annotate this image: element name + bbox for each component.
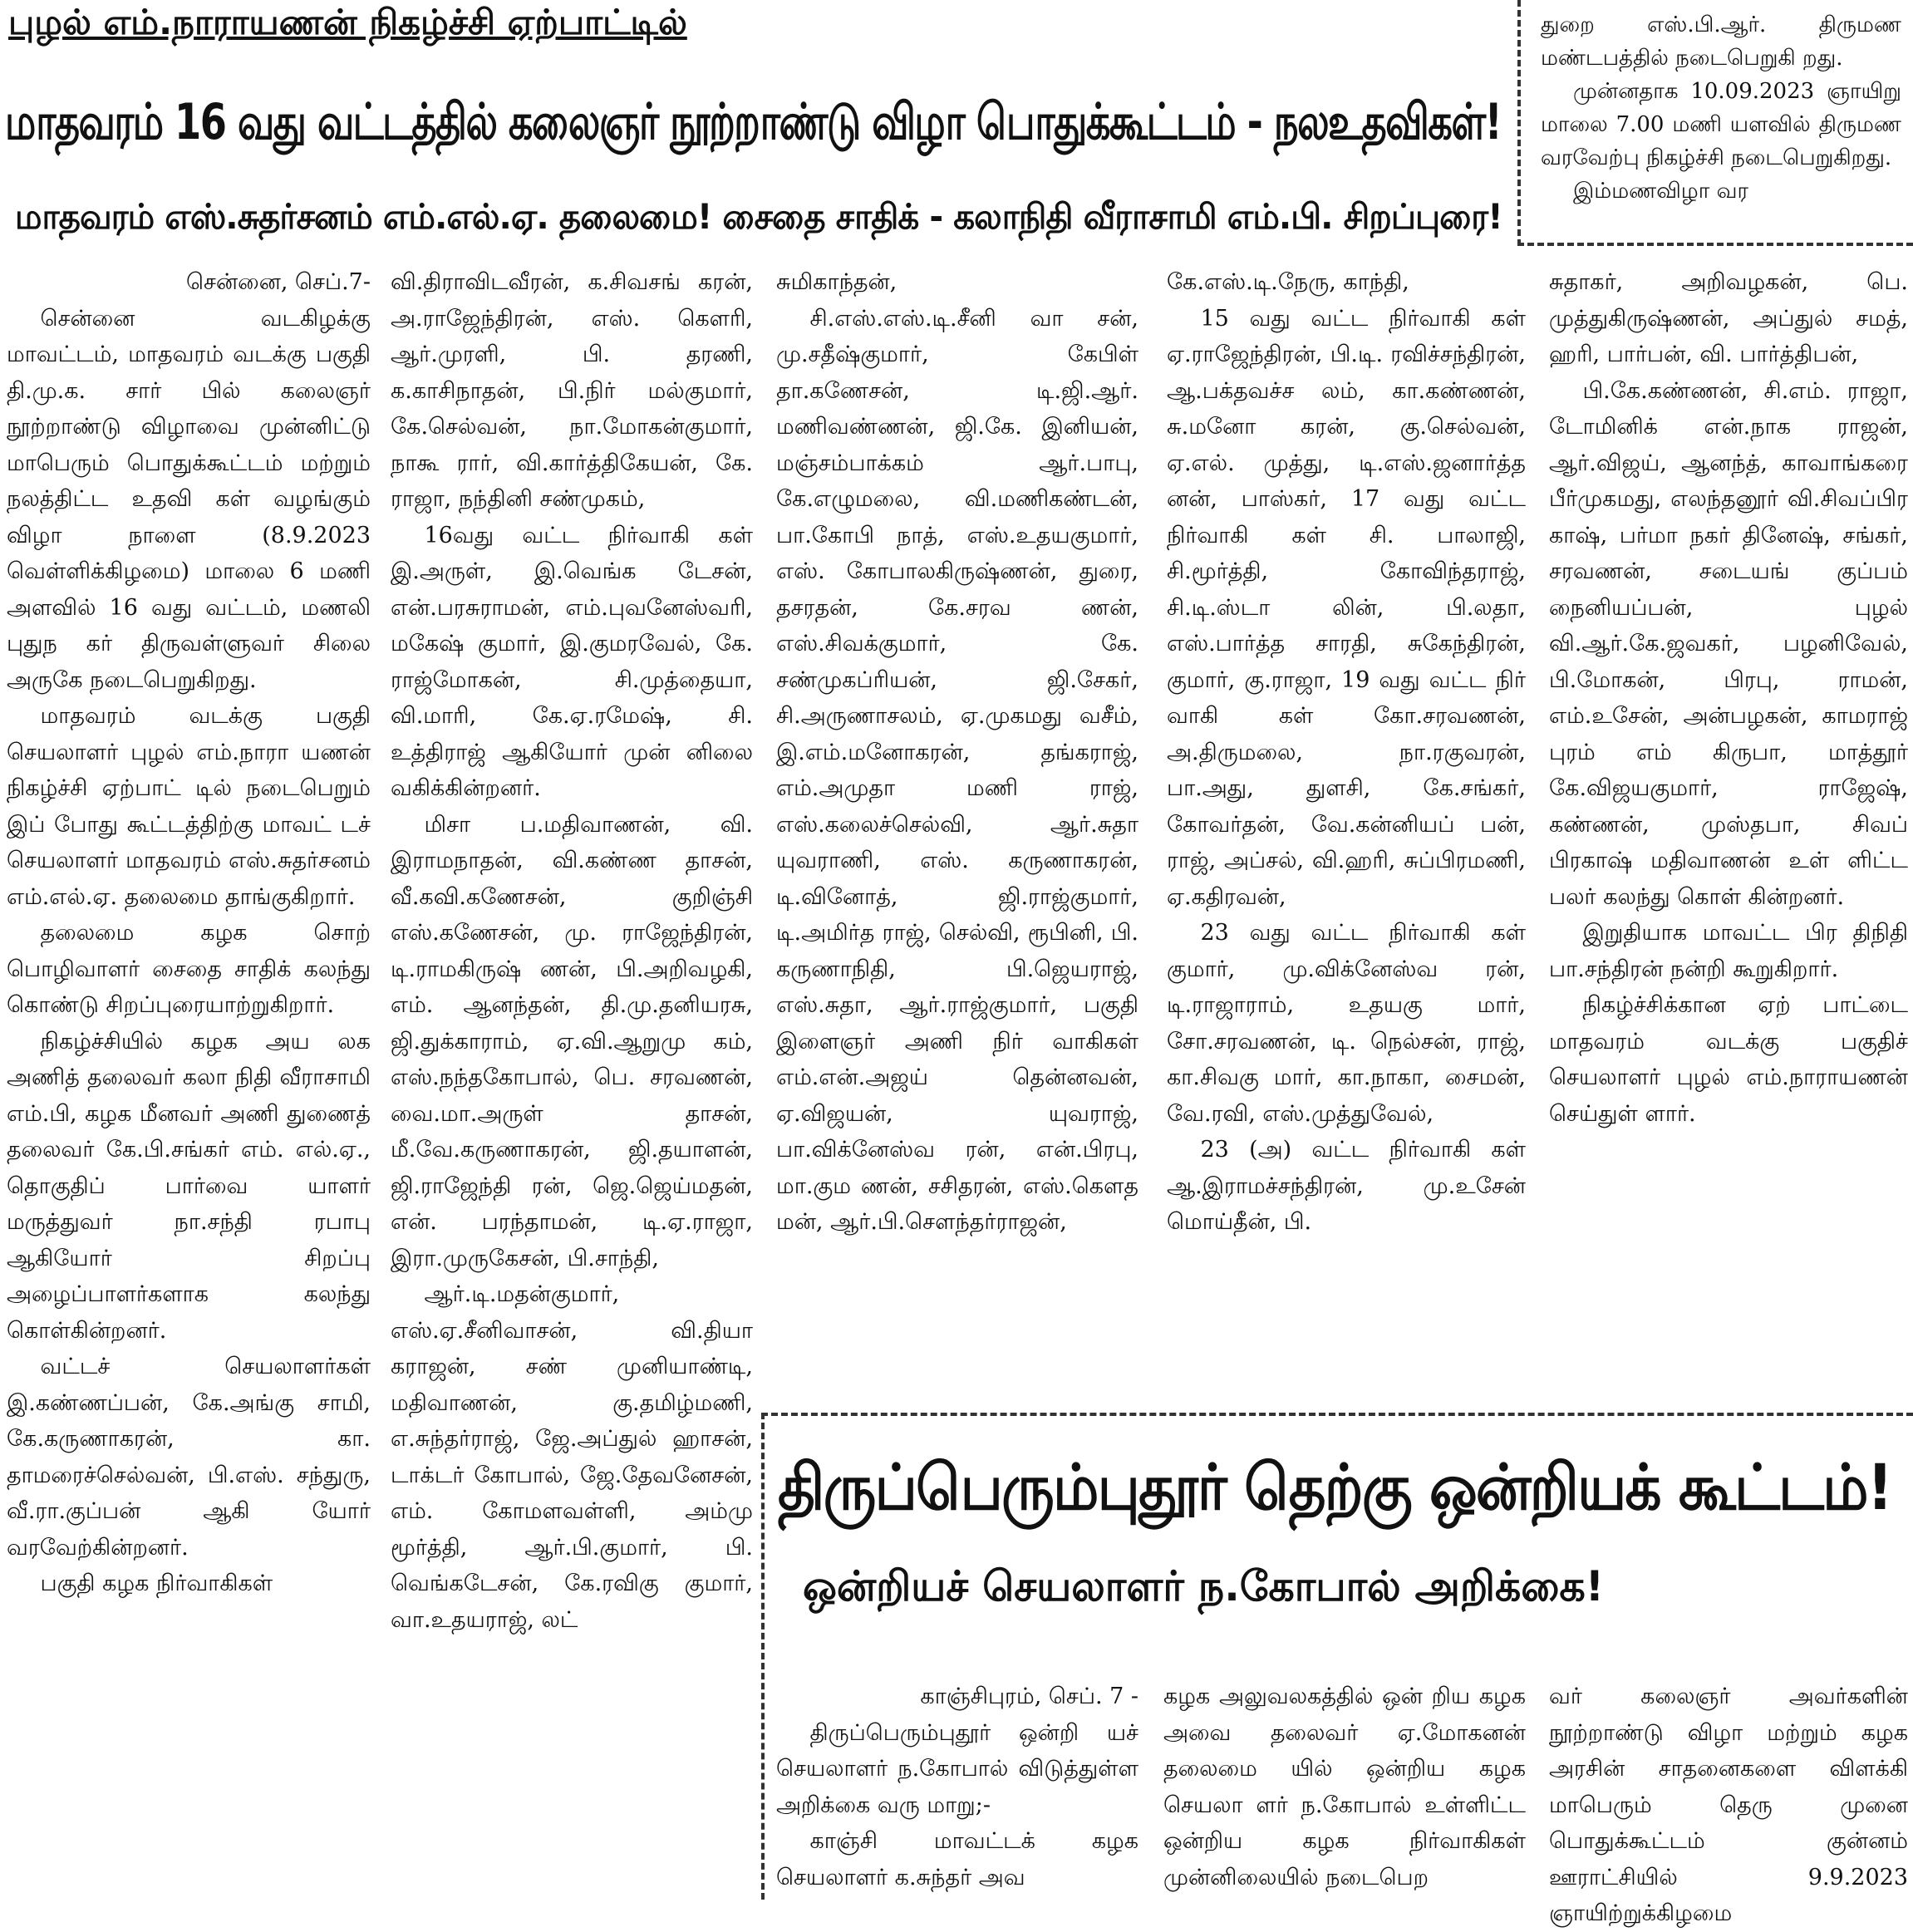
article-column-1 [7, 264, 371, 1900]
paragraph: வட்டச் செயலாளர்கள் இ.கண்ணப்பன், கே.அங்கு சாமி, கே.கருணாகரன், கா. தாமரைச்செல்வன், பி.எஸ். சந்துரு, வீ.ரா.குப்பன் ஆகி யோர் வரவேற்கின்றனர். [7, 1354, 371, 1561]
paragraph: 16வது வட்ட நிர்வாகி கள் இ.அருள், இ.வெங்க டேசன், என்.பரசுராமன், எம்.புவனேஸ்வரி, மகேஷ் குமார், இ.குமரவேல், கே. ராஜ்மோகன், சி.முத்தையா, வி.மாரி, கே.ஏ.ரமேஷ், சி. உத்திராஜ் ஆகியோர் முன் னிலை வகிக்கின்றனர். [391, 522, 753, 801]
article-2-column-1 [776, 1679, 1138, 1900]
paragraph: கழக அலுவலகத்தில் ஒன் றிய கழக அவை தலைவர் ஏ.மோகனன் தலைமை யில் ஒன்றிய கழக செயலா ளர் ந.கோபால் உள்ளிட்ட ஒன்றிய கழக நிர்வாகிகள் முன்னிலையில் நடைபெற [1163, 1684, 1526, 1890]
paragraph: மாதவரம் வடக்கு பகுதி செயலாளர் புழல் எம்.நாரா யணன் நிகழ்ச்சி ஏற்பாட் டில் நடைபெறும் இப் போது கூட்டத்திற்கு மாவட் டச் செயலாளர் மாதவரம் எஸ்.சுதர்சனம் எம்.எல்.ஏ. தலைமை தாங்குகிறார். [7, 703, 371, 910]
continuation-paragraph: இம்மணவிழா வர [1573, 179, 1748, 204]
article-2-headline: திருப்பெரும்புதூர் தெற்கு ஒன்றியக் கூட்டம்! [778, 1450, 1892, 1524]
continuation-paragraph: முன்னதாக 10.09.2023 ஞாயிறு மாலை 7.00 மணி யளவில் திருமண வரவேற்பு நிகழ்ச்சி நடைபெறுகிறது. [1541, 79, 1901, 170]
paragraph: சி.எஸ்.எஸ்.டி.சீனி வா சன், மு.சதீஷ்குமார், கேபிள் தா.கணேசன், டி.ஜி.ஆர். மணிவண்ணன், ஜி.கே. இனியன், மஞ்சம்பாக்கம் ஆர்.பாபு, கே.எழுமலை, வி.மணிகண்டன், பா.கோபி நாத், எஸ்.உதயகுமார், எஸ். கோபாலகிருஷ்ணன், துரை, தசரதன், கே.சரவ ணன், எஸ்.சிவக்குமார், கே. சண்முகப்ரியன், ஜி.சேகர், சி.அருணாசலம், ஏ.முகமது வசீம், இ.எம்.மனோகரன், தங்கராஜ், எம்.அமுதா மணி ராஜ், எஸ்.கலைச்செல்வி, ஆர்.சுதா யுவராணி, எஸ். கருணாகரன், டி.வினோத், ஜி.ராஜ்குமார், டி.அமிர்த ராஜ், செல்வி, ரூபினி, பி. கருணாநிதி, பி.ஜெயராஜ், எஸ்.சுதா, ஆர்.ராஜ்குமார், பகுதி இளைஞர் அணி நிர் வாகிகள் எம்.என்.அஜய் தென்னவன், ஏ.விஜயன், யுவராஜ், பா.விக்னேஸ்வ ரன், என்.பிரபு, மா.கும ணன், சசிதரன், எஸ்.கௌத மன், ஆர்.பி.சௌந்தர்ராஜன், [776, 305, 1138, 1235]
paragraph: திருப்பெரும்புதூர் ஒன்றி யச் செயலாளர் ந.கோபால் விடுத்துள்ள அறிக்கை வரு மாறு;- [776, 1719, 1138, 1818]
kicker-headline: புழல் எம்.நாராயணன் நிகழ்ச்சி ஏற்பாட்டில் [8, 2, 687, 42]
paragraph: வி.திராவிடவீரன், க.சிவசங் கரன், அ.ராஜேந்திரன், எஸ். கௌரி, ஆர்.முரளி, பி. தரணி, க.காசிநாதன், பி.நிர் மல்குமார், கே.செல்வன், நா.மோகன்குமார், நாகூ ரார், வி.கார்த்திகேயன், கே. ராஜா, நந்தினி சண்முகம், [391, 269, 753, 512]
paragraph: காஞ்சி மாவட்டக் கழக செயலாளர் க.சுந்தர் அவ [776, 1828, 1138, 1890]
article-column-4 [1167, 264, 1526, 1411]
paragraph: சுதாகர், அறிவழகன், பெ. முத்துகிருஷ்ணன், அப்துல் சமத், ஹரி, பார்பன், வி. பார்த்திபன், [1549, 269, 1908, 367]
main-headline: மாதவரம் 16 வது வட்டத்தில் கலைஞர் நூற்றாண்டு விழா பொதுக்கூட்டம் - நலஉதவிகள்! [5, 93, 1502, 151]
paragraph: ஆர்.டி.மதன்குமார், எஸ்.ஏ.சீனிவாசன், வி.தியா கராஜன், சண் முனியாண்டி, மதிவாணன், கு.தமிழ்மணி, எ.சுந்தர்ராஜ், ஜே.அப்துல் ஹாசன், டாக்டர் கோபால், ஜே.தேவனேசன், எம். கோமளவள்ளி, அம்மு மூர்த்தி, ஆர்.பி.குமார், பி. வெங்கடேசன், கே.ரவிகு குமார், வா.உதயராஜ், லட் [391, 1281, 753, 1633]
paragraph: இறுதியாக மாவட்ட பிர திநிதி பா.சந்திரன் நன்றி கூறுகிறார். [1549, 920, 1908, 982]
paragraph: 23 (அ) வட்ட நிர்வாகி கள் ஆ.இராமச்சந்திரன், மு.உசேன் மொய்தீன், பி. [1167, 1137, 1526, 1235]
paragraph: பகுதி கழக நிர்வாகிகள் [40, 1571, 273, 1596]
paragraph: தலைமை கழக சொற் பொழிவாளர் சைதை சாதிக் கலந்து கொண்டு சிறப்புரையாற்றுகிறார். [7, 920, 371, 1018]
sub-headline: மாதவரம் எஸ்.சுதர்சனம் எம்.எல்.ஏ. தலைமை! சைதை சாதிக் - கலாநிதி வீராசாமி எம்.பி. சிறப்புரை! [15, 196, 1502, 237]
dateline: சென்னை, செப்.7- [186, 269, 371, 295]
article-2-column-3 [1549, 1679, 1908, 1926]
article-2-subheadline: ஒன்றியச் செயலாளர் ந.கோபால் அறிக்கை! [803, 1562, 1605, 1610]
dateline: காஞ்சிபுரம், செப். 7 - [920, 1684, 1138, 1709]
paragraph: கே.எஸ்.டி.நேரு, காந்தி, [1167, 269, 1409, 295]
paragraph: மிசா ப.மதிவாணன், வி. இராமநாதன், வி.கண்ண தாசன், வீ.கவி.கணேசன், குறிஞ்சி எஸ்.கணேசன், மு. ராஜேந்திரன், டி.ராமகிருஷ் ணன், பி.அறிவழகி, எம். ஆனந்தன், தி.மு.தனியரசு, ஜி.துக்காராம், ஏ.வி.ஆறுமு கம், எஸ்.நந்தகோபால், பெ. சரவணன், வை.மா.அருள் தாசன், மீ.வே.கருணாகரன், ஜி.தயாளன், ஜி.ராஜேந்தி ரன், ஜெ.ஜெய்மதன், என். பரந்தாமன், டி.ஏ.ராஜா, இரா.முருகேசன், பி.சாந்தி, [391, 811, 753, 1271]
paragraph: பி.கே.கண்ணன், சி.எம். ராஜா, டோமினிக் என்.நாக ராஜன், ஆர்.விஜய், ஆனந்த், காவாங்கரை பீர்முகமது, எலந்தனூர் வி.சிவப்பிர காஷ், பர்மா நகர் தினேஷ், சங்கர், சரவணன், சடையங் குப்பம் நைனியப்பன், புழல் வி.ஆர்.கே.ஜவகர், பழனிவேல், பி.மோகன், பிரபு, ராமன், எம்.உசேன், அன்பழகன், காமராஜ் புரம் எம் கிருபா, மாத்தூர் கே.விஜயகுமார், ராஜேஷ், கண்ணன், முஸ்தபா, சிவப் பிரகாஷ் மதிவாணன் உள் ளிட்ட பலர் கலந்து கொள் கின்றனர். [1549, 377, 1908, 910]
paragraph: 15 வது வட்ட நிர்வாகி கள் ஏ.ராஜேந்திரன், பி.டி. ரவிச்சந்திரன், ஆ.பக்தவச்ச லம், கா.கண்ணன், சு.மனோ கரன், கு.செல்வன், ஏ.எல். முத்து, டி.எஸ்.ஜனார்த்த னன், பாஸ்கர், 17 வது வட்ட நிர்வாகி கள் சி. பாலாஜி, சி.மூர்த்தி, கோவிந்தராஜ், சி.டி.ஸ்டா லின், பி.லதா, எஸ்.பார்த்த சாரதி, சுகேந்திரன், குமார், கு.ராஜா, 19 வது வட்ட நிர் வாகி கள் கோ.சரவணன், அ.திருமலை, நா.ரகுவரன், பா.அது, துளசி, கே.சங்கர், கோவர்தன், வே.கன்னியப் பன், ராஜ், அப்சல், வி.ஹரி, சுப்பிரமணி, ஏ.கதிரவன், [1167, 305, 1526, 910]
paragraph: 23 வது வட்ட நிர்வாகி கள் குமார், மு.விக்னேஸ்வ ரன், டி.ராஜாராம், உதயகு மார், சோ.சரவணன், டி. நெல்சன், ராஜ், கா.சிவகு மார், கா.நாகா, சைமன், வே.ரவி, எஸ்.முத்துவேல், [1167, 920, 1526, 1127]
continuation-paragraph: துறை எஸ்.பி.ஆர். திருமண மண்டபத்தில் நடைபெறுகி றது. [1541, 12, 1901, 71]
article-column-3 [776, 264, 1138, 1411]
continuation-box [1517, 0, 1913, 246]
article-column-5 [1549, 264, 1908, 1411]
article-2-column-2 [1163, 1679, 1526, 1900]
paragraph: வர் கலைஞர் அவர்களின் நூற்றாண்டு விழா மற்றும் கழக அரசின் சாதனைகளை விளக்கி மாபெரும் தெரு முனை பொதுக்கூட்டம் குன்னம் ஊராட்சியில் 9.9.2023 ஞாயிற்றுக்கிழமை [1549, 1684, 1908, 1926]
paragraph: நிகழ்ச்சியில் கழக அய லக அணித் தலைவர் கலா நிதி வீராசாமி எம்.பி, கழக மீனவர் அணி துணைத் தலைவர் கே.பி.சங்கர் எம். எல்.ஏ., தொகுதிப் பார்வை யாளர் மருத்துவர் நா.சந்தி ரபாபு ஆகியோர் சிறப்பு அழைப்பாளர்களாக கலந்து கொள்கின்றனர். [7, 1028, 371, 1344]
paragraph: சென்னை வடகிழக்கு மாவட்டம், மாதவரம் வடக்கு பகுதி தி.மு.க. சார் பில் கலைஞர் நூற்றாண்டு விழாவை முன்னிட்டு மாபெரும் பொதுக்கூட்டம் மற்றும் நலத்திட்ட உதவி கள் வழங்கும் விழா நாளை (8.9.2023 வெள்ளிக்கிழமை) மாலை 6 மணி அளவில் 16 வது வட்டம், மணலி புதுந கர் திருவள்ளுவர் சிலை அருகே நடைபெறுகிறது. [7, 305, 371, 693]
paragraph: சுமிகாந்தன், [776, 269, 897, 295]
article-column-2 [391, 264, 753, 1900]
paragraph: நிகழ்ச்சிக்கான ஏற் பாட்டை மாதவரம் வடக்கு பகுதிச் செயலாளர் புழல் எம்.நாராயணன் செய்துள் ளார். [1549, 992, 1908, 1127]
